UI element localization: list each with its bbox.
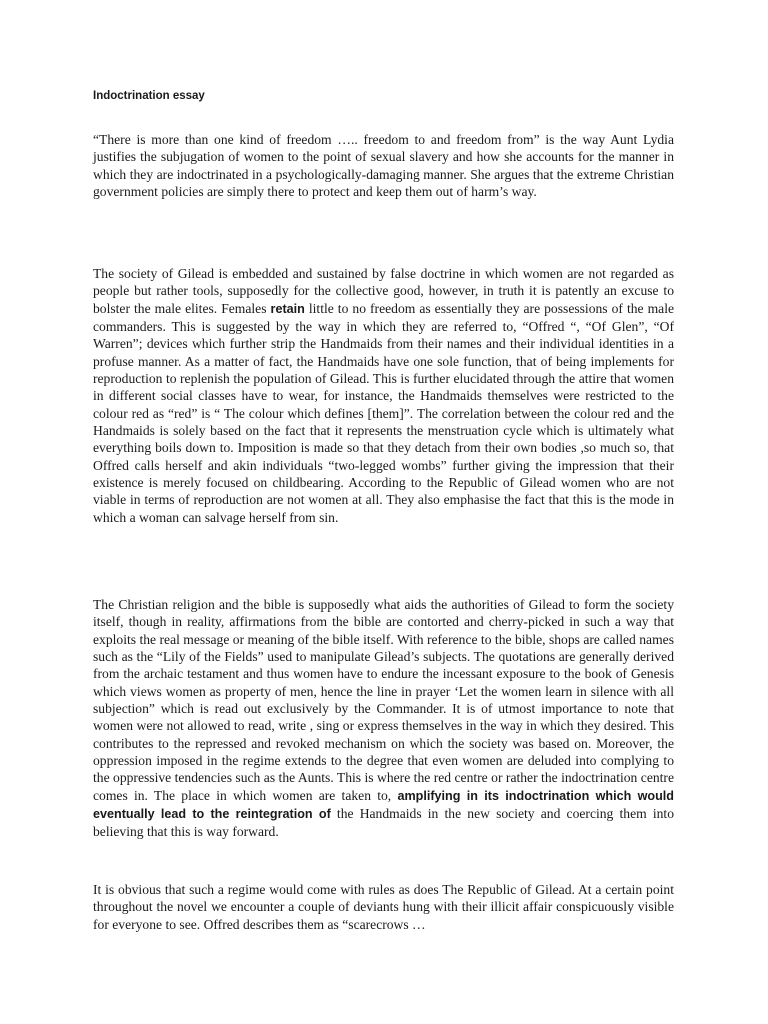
- text-run: The Christian religion and the bible is supposedly what aids the authorities of Gilead to form the society itself, though in reality, affirmations from the bible are contorted and cherry-picked in such a way that exploits the real message or meaning of the bible itself. With reference to the bible, shops are called names such as the “Lily of the Fields” used to manipulate Gilead’s subjects. The quotations are generally derived from the archaic testament and thus women have to endure the incessant exposure to the book of Genesis which views women as property of men, hence the line in prayer ‘Let the women learn in silence with all subjection” which is read out exclusively by the Commander. It is of utmost importance to note that women were not allowed to read, write , sing or express themselves in the way in which they desired. This contributes to the repressed and revoked mechanism on which the society was based on. Moreover, the oppression imposed in the regime extends to the degree that even women are deluded into complying to the oppressive tendencies such as the Aunts. This is where the red centre or rather the indoctrination centre comes in. The place in which women are taken to,: [93, 597, 674, 803]
- text-run: It is obvious that such a regime would come with rules as does The Republic of Gilead. At a certain point throughout the novel we encounter a couple of deviants hung with their illicit affair conspicuously visible for everyone to see. Offred describes them as “scarecrows …: [93, 882, 674, 932]
- text-run: The society of Gilead is embedded and sustained by false doctrine in which women are not regarded as people but rather tools, supposedly for the collective good, however, in truth it is patently an excuse to bolster the male elites. Females: [93, 266, 674, 316]
- bold-text-run: retain: [270, 301, 305, 316]
- essay-title: Indoctrination essay: [93, 90, 205, 102]
- text-run: “There is more than one kind of freedom ….. freedom to and freedom from” is the way Aunt Lydia justifies the subjugation of women to the point of sexual slavery and how she accounts for the manner in which they are indoctrinated in a psychologically-damaging manner. She argues that the extreme Christian government policies are simply there to protect and keep them out of harm’s way.: [93, 132, 674, 200]
- bold-text-run: reintegration of: [229, 807, 331, 822]
- text-run: the Handmaids in the new society and coercing them into believing that this is way forward.: [93, 806, 675, 840]
- paragraph-4: [93, 881, 674, 933]
- bold-text-run: amplifying in its indoctrination which would eventually lead to the: [93, 788, 674, 822]
- paragraph-3: [93, 596, 674, 841]
- paragraph-1: [93, 131, 674, 200]
- paragraph-2: [93, 265, 674, 526]
- text-run: little to no freedom as essentially they are possessions of the male commanders. This is suggested by the way in which they are referred to, “Offred “, “Of Glen”, “Of Warren”; devices which further strip the Handmaids from their names and their individual identities in a profuse manner. As a matter of fact, the Handmaids have one sole function, that of being implements for reproduction to replenish the population of Gilead. This is further elucidated through the attire that women in different social classes have to wear, for instance, the Handmaids themselves were restricted to the colour red as “red” is “ The colour which defines [them]”. The correlation between the colour red and the Handmaids is solely based on the fact that it represents the menstruation cycle which is ultimately what everything boils down to. Imposition is made so that they detach from their own bodies ,so much so, that Offred calls herself and akin individuals “two-legged wombs” further giving the impression that their existence is merely focused on childbearing. According to the Republic of Gilead women who are not viable in terms of reproduction are not women at all. They also emphasise the fact that this is the mode in which a woman can salvage herself from sin.: [93, 300, 675, 525]
